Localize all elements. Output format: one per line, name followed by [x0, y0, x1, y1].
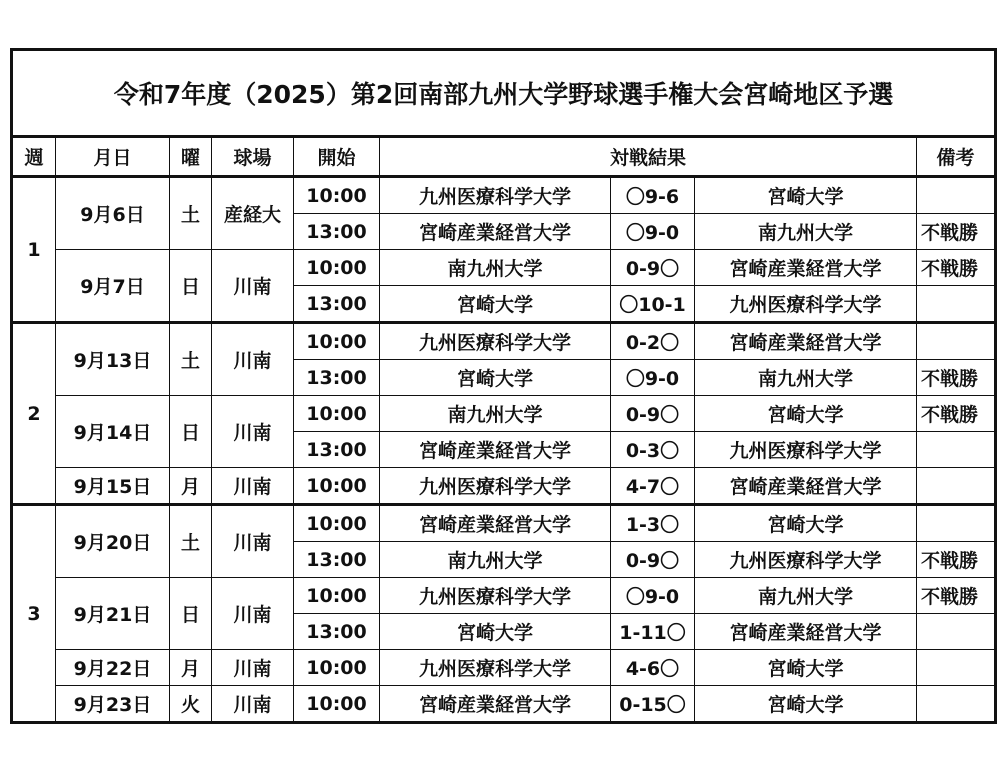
schedule-sheet [10, 48, 994, 724]
week-number: 3 [12, 505, 56, 723]
game-venue: 川南 [212, 250, 294, 323]
team-second: 南九州大学 [695, 360, 917, 396]
game-score: 〇10-1 [611, 286, 695, 323]
header-start: 開始 [294, 137, 380, 177]
game-score: 1-11〇 [611, 614, 695, 650]
team-first: 宮崎産業経営大学 [380, 686, 611, 723]
team-second: 宮崎大学 [695, 396, 917, 432]
game-note: 不戦勝 [917, 542, 996, 578]
team-second: 九州医療科学大学 [695, 286, 917, 323]
game-venue: 川南 [212, 505, 294, 578]
team-second: 九州医療科学大学 [695, 542, 917, 578]
header-row [12, 137, 996, 177]
game-note: 不戦勝 [917, 578, 996, 614]
game-weekday: 土 [170, 323, 212, 396]
team-first: 九州医療科学大学 [380, 177, 611, 214]
game-time: 10:00 [294, 650, 380, 686]
header-week: 週 [12, 137, 56, 177]
game-date: 9月7日 [56, 250, 170, 323]
team-first: 宮崎産業経営大学 [380, 214, 611, 250]
table-row [12, 578, 996, 614]
game-time: 10:00 [294, 578, 380, 614]
game-venue: 川南 [212, 578, 294, 650]
team-first: 南九州大学 [380, 396, 611, 432]
team-first: 宮崎産業経営大学 [380, 505, 611, 542]
team-second: 宮崎大学 [695, 650, 917, 686]
table-row [12, 323, 996, 360]
team-second: 南九州大学 [695, 578, 917, 614]
game-score: 〇9-0 [611, 214, 695, 250]
team-second: 九州医療科学大学 [695, 432, 917, 468]
game-score: 4-6〇 [611, 650, 695, 686]
game-score: 4-7〇 [611, 468, 695, 505]
game-time: 13:00 [294, 360, 380, 396]
team-first: 宮崎産業経営大学 [380, 432, 611, 468]
header-note: 備考 [917, 137, 996, 177]
game-time: 10:00 [294, 177, 380, 214]
game-note [917, 177, 996, 214]
game-score: 0-9〇 [611, 542, 695, 578]
game-time: 10:00 [294, 396, 380, 432]
game-note: 不戦勝 [917, 360, 996, 396]
game-note [917, 505, 996, 542]
table-row [12, 396, 996, 432]
team-second: 宮崎産業経営大学 [695, 468, 917, 505]
team-second: 宮崎産業経営大学 [695, 250, 917, 286]
game-score: 〇9-0 [611, 360, 695, 396]
game-time: 10:00 [294, 505, 380, 542]
team-second: 宮崎産業経営大学 [695, 323, 917, 360]
game-weekday: 日 [170, 578, 212, 650]
team-first: 宮崎大学 [380, 614, 611, 650]
header-venue: 球場 [212, 137, 294, 177]
team-first: 宮崎大学 [380, 360, 611, 396]
game-note [917, 614, 996, 650]
game-venue: 川南 [212, 650, 294, 686]
game-venue: 川南 [212, 323, 294, 396]
game-weekday: 月 [170, 650, 212, 686]
game-time: 13:00 [294, 214, 380, 250]
game-time: 13:00 [294, 614, 380, 650]
game-time: 10:00 [294, 468, 380, 505]
game-score: 〇9-6 [611, 177, 695, 214]
game-note [917, 323, 996, 360]
page-title: 令和7年度（2025）第2回南部九州大学野球選手権大会宮崎地区予選 [12, 50, 996, 137]
header-date: 月日 [56, 137, 170, 177]
team-first: 宮崎大学 [380, 286, 611, 323]
game-time: 10:00 [294, 250, 380, 286]
game-time: 10:00 [294, 323, 380, 360]
team-first: 九州医療科学大学 [380, 578, 611, 614]
table-row [12, 650, 996, 686]
game-note [917, 650, 996, 686]
game-note: 不戦勝 [917, 250, 996, 286]
team-second: 宮崎産業経営大学 [695, 614, 917, 650]
game-date: 9月22日 [56, 650, 170, 686]
game-time: 13:00 [294, 542, 380, 578]
schedule-table [10, 48, 997, 724]
table-row [12, 177, 996, 214]
game-weekday: 月 [170, 468, 212, 505]
game-score: 1-3〇 [611, 505, 695, 542]
header-result: 対戦結果 [380, 137, 917, 177]
game-venue: 川南 [212, 396, 294, 468]
team-second: 宮崎大学 [695, 686, 917, 723]
table-row [12, 505, 996, 542]
team-second: 宮崎大学 [695, 177, 917, 214]
game-note: 不戦勝 [917, 396, 996, 432]
game-score: 0-15〇 [611, 686, 695, 723]
header-weekday: 曜 [170, 137, 212, 177]
game-note [917, 432, 996, 468]
team-second: 宮崎大学 [695, 505, 917, 542]
table-row [12, 250, 996, 286]
table-row [12, 468, 996, 505]
game-score: 0-3〇 [611, 432, 695, 468]
game-date: 9月14日 [56, 396, 170, 468]
game-venue: 産経大 [212, 177, 294, 250]
game-score: 0-9〇 [611, 396, 695, 432]
game-weekday: 土 [170, 177, 212, 250]
game-date: 9月23日 [56, 686, 170, 723]
game-weekday: 日 [170, 396, 212, 468]
game-date: 9月15日 [56, 468, 170, 505]
game-score: 0-2〇 [611, 323, 695, 360]
game-venue: 川南 [212, 468, 294, 505]
week-number: 1 [12, 177, 56, 323]
team-first: 南九州大学 [380, 542, 611, 578]
game-weekday: 日 [170, 250, 212, 323]
game-date: 9月20日 [56, 505, 170, 578]
game-time: 10:00 [294, 686, 380, 723]
team-first: 九州医療科学大学 [380, 323, 611, 360]
game-time: 13:00 [294, 286, 380, 323]
table-row [12, 686, 996, 723]
game-date: 9月21日 [56, 578, 170, 650]
team-first: 南九州大学 [380, 250, 611, 286]
team-first: 九州医療科学大学 [380, 650, 611, 686]
game-time: 13:00 [294, 432, 380, 468]
team-second: 南九州大学 [695, 214, 917, 250]
game-weekday: 土 [170, 505, 212, 578]
game-weekday: 火 [170, 686, 212, 723]
game-date: 9月6日 [56, 177, 170, 250]
week-number: 2 [12, 323, 56, 505]
game-note [917, 286, 996, 323]
game-note [917, 468, 996, 505]
game-venue: 川南 [212, 686, 294, 723]
game-score: 〇9-0 [611, 578, 695, 614]
game-note [917, 686, 996, 723]
team-first: 九州医療科学大学 [380, 468, 611, 505]
game-note: 不戦勝 [917, 214, 996, 250]
game-date: 9月13日 [56, 323, 170, 396]
game-score: 0-9〇 [611, 250, 695, 286]
